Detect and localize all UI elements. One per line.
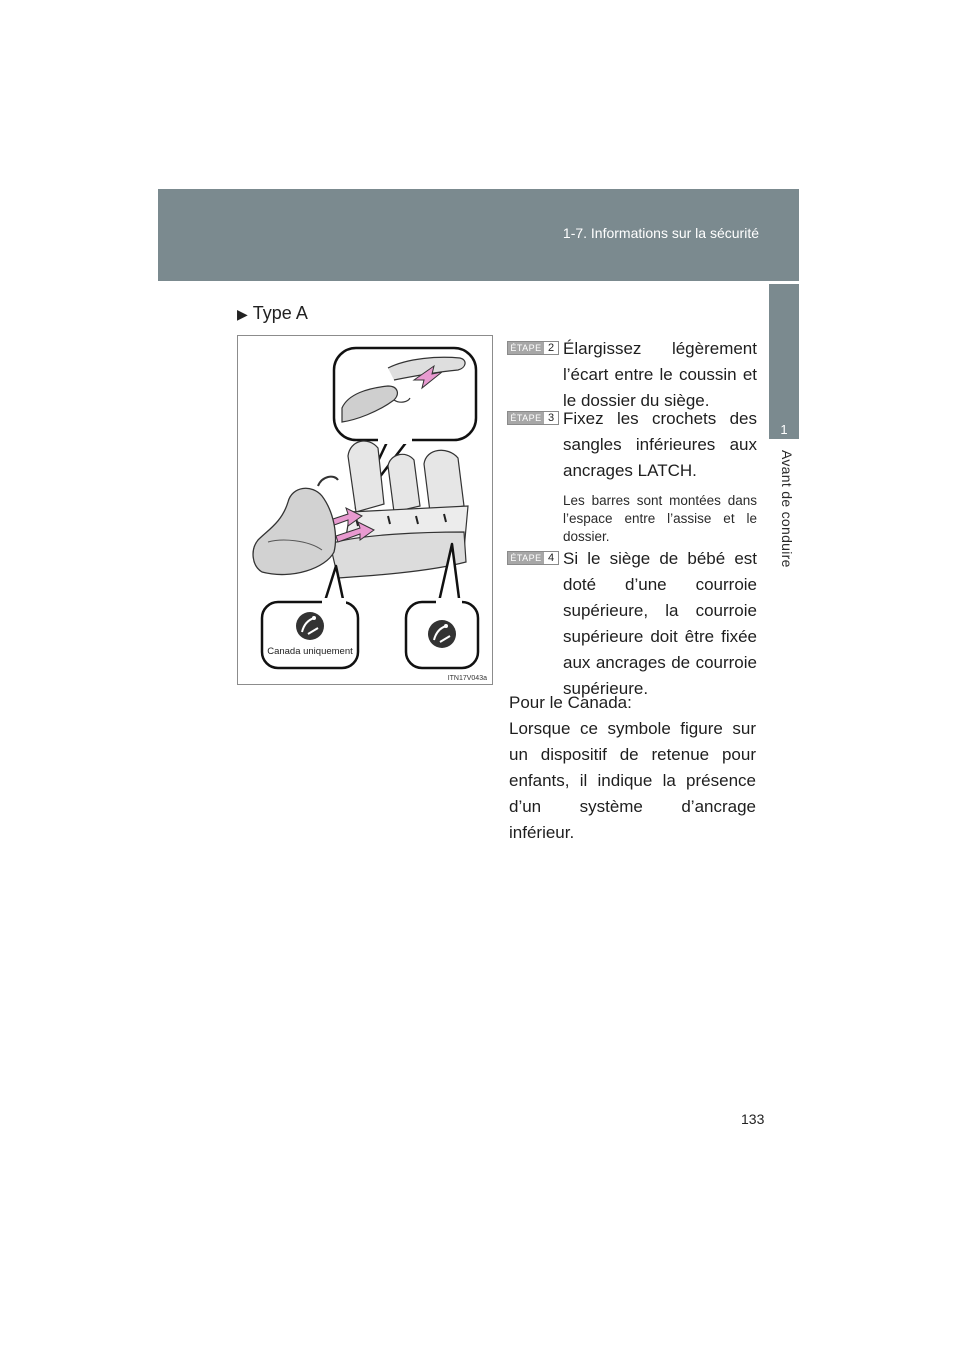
type-heading-text: Type A bbox=[252, 303, 308, 323]
type-heading bbox=[237, 303, 308, 324]
step-2 bbox=[507, 336, 757, 414]
section-title: 1-7. Informations sur la sécurité bbox=[562, 225, 759, 241]
header-band bbox=[158, 189, 799, 281]
step-badge: ÉTAPE 4 bbox=[507, 551, 559, 565]
chapter-number: 1 bbox=[780, 422, 788, 437]
chapter-tab bbox=[769, 284, 799, 439]
step-note: Les barres sont montées dans l’espace entre l’assise et le dossier. bbox=[563, 493, 757, 544]
step-badge: ÉTAPE 2 bbox=[507, 341, 559, 355]
rear-seat bbox=[330, 441, 468, 578]
step-4 bbox=[507, 546, 757, 702]
step-badge: ÉTAPE 3 bbox=[507, 411, 559, 425]
chapter-label: Avant de conduire bbox=[779, 450, 795, 568]
step-text: Élargissez légèrement l’écart entre le coussin et le dossier du siège. bbox=[563, 339, 757, 410]
step-3 bbox=[507, 406, 757, 546]
triangle-marker-icon: ▶ bbox=[237, 306, 248, 322]
canada-text: Lorsque ce symbole figure sur un dispositif de retenue pour enfants, il indique la présence d’un système d’ancrage inférieur. bbox=[509, 719, 756, 842]
canada-only-label: Canada uniquement bbox=[267, 646, 353, 657]
step-text: Fixez les crochets des sangles inférieures aux ancrages LATCH. bbox=[563, 409, 757, 480]
figure-code: ITN17V043a bbox=[447, 675, 487, 682]
child-seat bbox=[253, 477, 338, 575]
page-number: 133 bbox=[741, 1111, 765, 1127]
latch-illustration bbox=[237, 335, 493, 685]
step-text: Si le siège de bébé est doté d’une courroie supérieure, la courroie supérieure doit être fixée aux ancrages de courroie supérieure. bbox=[563, 549, 757, 698]
canada-heading: Pour le Canada: bbox=[509, 693, 632, 712]
